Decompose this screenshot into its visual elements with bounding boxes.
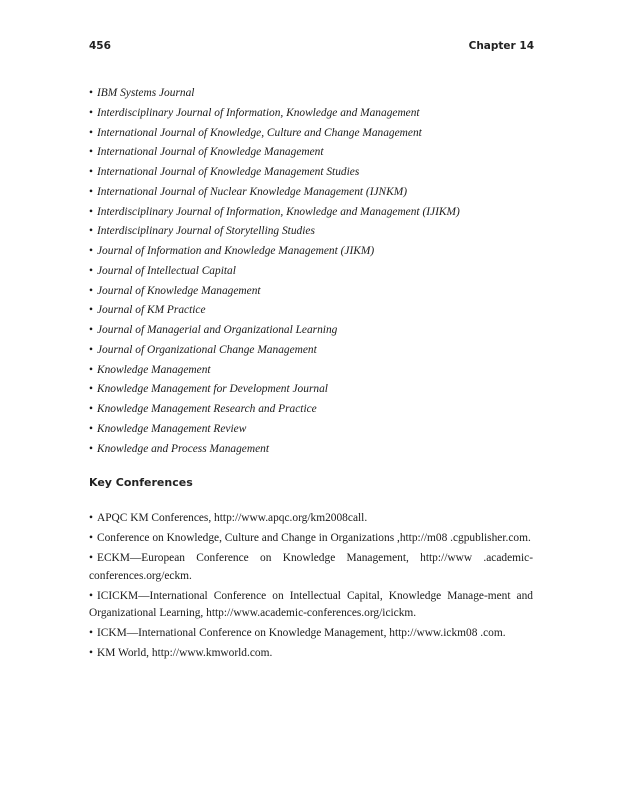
bullet-icon: • <box>89 589 93 602</box>
bullet-icon: • <box>89 363 93 376</box>
list-item-text: Journal of Managerial and Organizational Learning <box>97 324 338 336</box>
bullet-icon: • <box>89 225 93 238</box>
list-item <box>89 400 539 420</box>
list-item-text: Journal of Organizational Change Management <box>97 343 317 356</box>
bullet-icon: • <box>89 146 93 159</box>
bullet-icon: • <box>89 403 93 415</box>
list-item-text: APQC KM Conferences, http://www.apqc.org/km2008call. <box>97 512 368 524</box>
list-item <box>89 183 539 203</box>
list-item <box>89 282 539 302</box>
list-item <box>89 143 539 163</box>
bullet-icon: • <box>89 106 93 119</box>
bullet-icon: • <box>89 87 93 99</box>
list-item-text: International Journal of Knowledge Management <box>97 146 324 159</box>
bullet-icon: • <box>89 422 93 435</box>
list-item <box>89 104 539 124</box>
bullet-icon: • <box>89 324 93 336</box>
bullet-icon: • <box>89 166 93 178</box>
list-item <box>89 203 539 223</box>
bullet-icon: • <box>89 532 93 544</box>
bullet-icon: • <box>89 383 93 396</box>
list-item-text: Conference on Knowledge, Culture and Change in Organizations ,http://m08 .cgpublisher.com. <box>97 532 531 544</box>
list-item-text: Interdisciplinary Journal of Information, Knowledge and Management (IJIKM) <box>97 205 460 218</box>
list-item <box>89 510 533 528</box>
bullet-icon: • <box>89 185 93 198</box>
bullet-icon: • <box>89 245 93 257</box>
list-item <box>89 321 539 341</box>
bullet-icon: • <box>89 126 93 139</box>
list-item <box>89 380 539 400</box>
bullet-icon: • <box>89 442 93 455</box>
list-item-text: ECKM—European Conference on Knowledge Management, http://www .academic-conferences.org/eckm. <box>89 552 533 582</box>
list-item <box>89 341 539 361</box>
list-item-text: Interdisciplinary Journal of Storytelling Studies <box>97 225 315 238</box>
list-item-text: Knowledge Management <box>97 363 211 376</box>
list-item <box>89 420 539 440</box>
list-item-text: Journal of Knowledge Management <box>97 284 261 297</box>
bullet-icon: • <box>89 205 93 218</box>
bullet-icon: • <box>89 343 93 356</box>
list-item <box>89 262 539 282</box>
list-item-text: Knowledge Management for Development Journal <box>97 383 328 396</box>
list-item-text: International Journal of Knowledge Management Studies <box>97 166 360 178</box>
bullet-icon: • <box>89 627 93 639</box>
list-item <box>89 645 533 663</box>
list-item-text: Knowledge and Process Management <box>97 442 269 455</box>
list-item <box>89 84 539 104</box>
list-item <box>89 242 539 262</box>
chapter-label: Chapter 14 <box>468 40 534 52</box>
list-item-text: Journal of Information and Knowledge Management (JIKM) <box>97 245 375 257</box>
bullet-icon: • <box>89 264 93 277</box>
list-item-text: Knowledge Management Research and Practice <box>97 403 317 415</box>
list-item-text: IBM Systems Journal <box>97 87 195 99</box>
bullet-icon: • <box>89 304 93 317</box>
list-item <box>89 440 539 460</box>
section-heading: Key Conferences <box>89 476 193 489</box>
list-item <box>89 163 539 183</box>
list-item <box>89 124 539 144</box>
list-item <box>89 301 539 321</box>
bullet-icon: • <box>89 512 93 524</box>
list-item-text: International Journal of Knowledge, Culture and Change Management <box>97 126 422 139</box>
list-item <box>89 222 539 242</box>
list-item <box>89 588 533 623</box>
list-item-text: Knowledge Management Review <box>97 422 247 435</box>
list-item <box>89 361 539 381</box>
list-item-text: ICKM—International Conference on Knowledge Management, http://www.ickm08 .com. <box>97 627 506 639</box>
bullet-icon: • <box>89 552 93 564</box>
conference-list <box>89 510 533 665</box>
list-item <box>89 550 533 585</box>
journal-list <box>89 84 539 459</box>
list-item-text: Journal of KM Practice <box>97 304 206 317</box>
list-item-text: ICICKM—International Conference on Intellectual Capital, Knowledge Manage-ment and Organizational Learning, http://www.academic-conferences.org/icickm. <box>89 589 533 619</box>
page-number: 456 <box>89 40 111 52</box>
running-head <box>89 40 534 52</box>
list-item <box>89 530 533 548</box>
bullet-icon: • <box>89 647 93 659</box>
list-item-text: KM World, http://www.kmworld.com. <box>97 647 273 659</box>
list-item-text: Interdisciplinary Journal of Information, Knowledge and Management <box>97 106 420 119</box>
list-item-text: Journal of Intellectual Capital <box>97 264 236 277</box>
list-item <box>89 625 533 643</box>
list-item-text: International Journal of Nuclear Knowledge Management (IJNKM) <box>97 185 408 198</box>
bullet-icon: • <box>89 284 93 297</box>
